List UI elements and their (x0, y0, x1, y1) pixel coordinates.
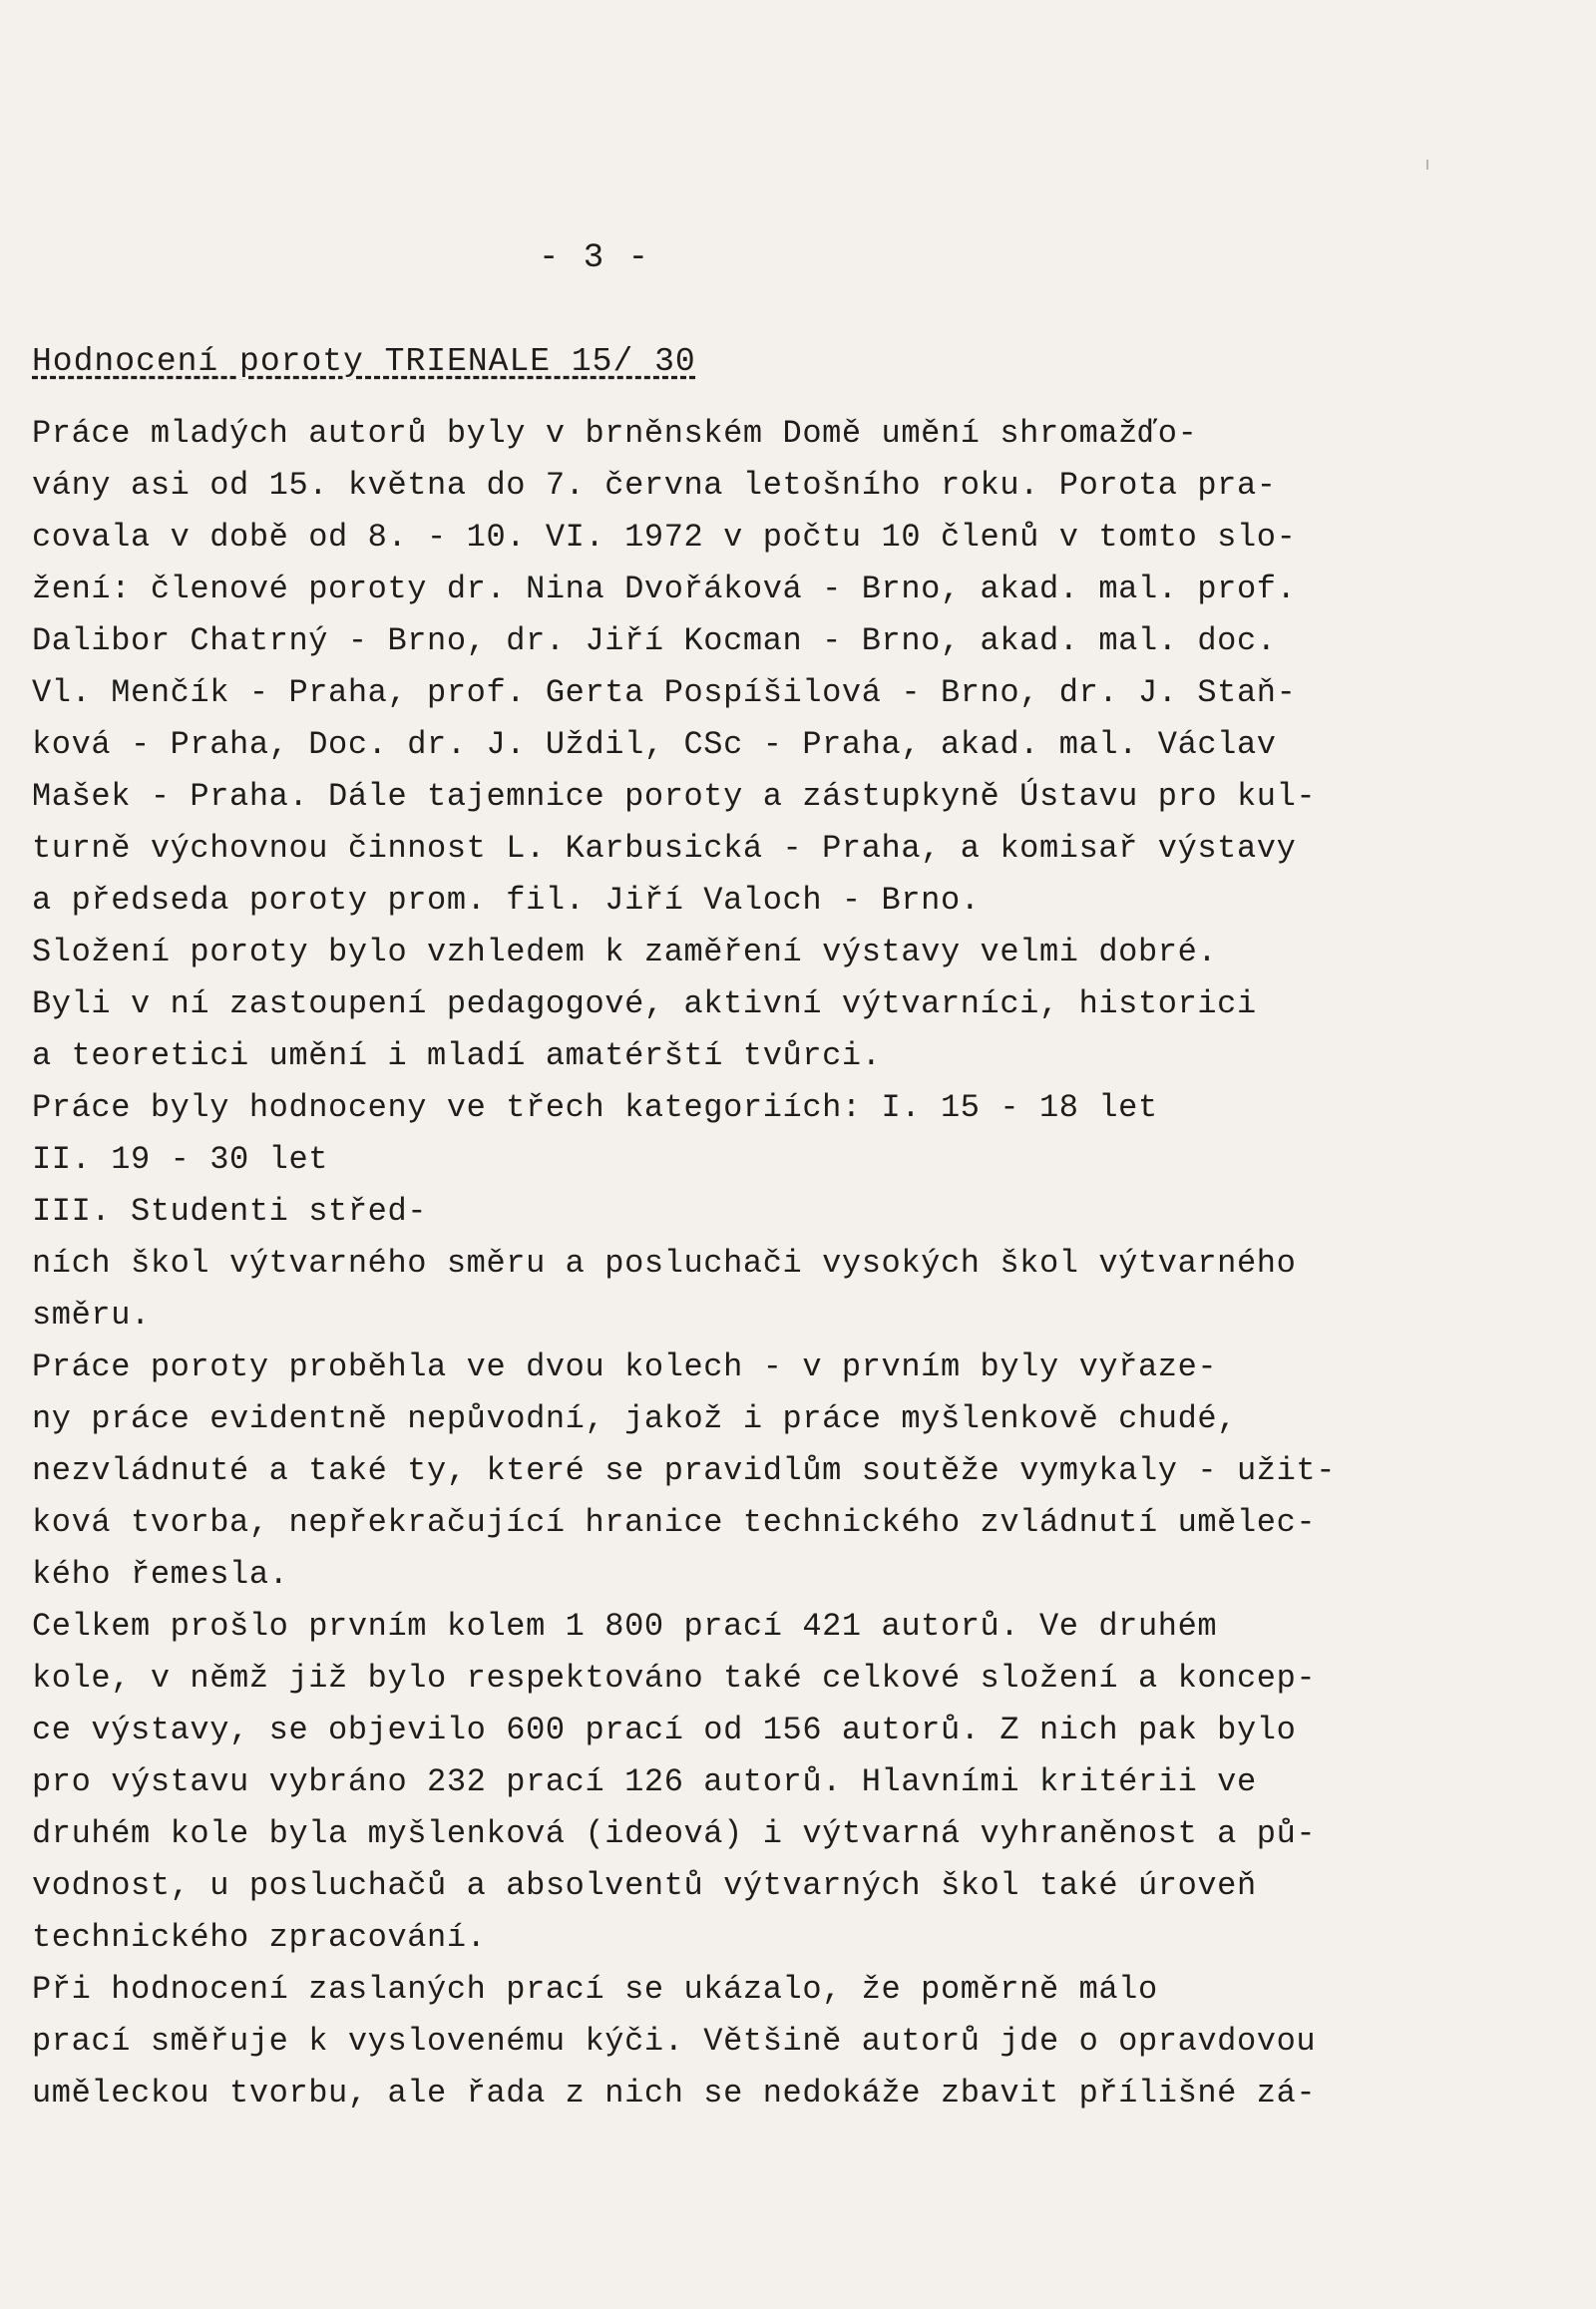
text-line: III. Studenti střed- (32, 1193, 428, 1230)
text-line: ce výstavy, se objevilo 600 prací od 156 autorů. Z nich pak bylo (32, 1712, 1297, 1748)
text-line: žení: členové poroty dr. Nina Dvořáková - Brno, akad. mal. prof. (32, 571, 1297, 607)
text-line: technického zpracování. (32, 1919, 487, 1956)
text-line: Celkem prošlo prvním kolem 1 800 prací 421 autorů. Ve druhém (32, 1608, 1218, 1645)
text-line: uměleckou tvorbu, ale řada z nich se nedokáže zbavit přílišné zá- (32, 2075, 1317, 2112)
text-line: kole, v němž již bylo respektováno také celkové složení a koncep- (32, 1660, 1317, 1697)
text-line: Dalibor Chatrný - Brno, dr. Jiří Kocman - Brno, akad. mal. doc. (32, 622, 1277, 659)
text-line: ních škol výtvarného směru a posluchači vysokých škol výtvarného (32, 1245, 1297, 1282)
text-line: II. 19 - 30 let (32, 1141, 329, 1178)
text-line: nezvládnuté a také ty, které se pravidlům soutěže vymykaly - užit- (32, 1452, 1337, 1489)
text-line: Práce mladých autorů byly v brněnském Domě umění shromažďo- (32, 415, 1198, 452)
page-heading: Hodnocení poroty TRIENALE 15/ 30 (32, 343, 696, 380)
text-line: ková - Praha, Doc. dr. J. Uždil, CSc - Praha, akad. mal. Václav (32, 726, 1277, 763)
text-line: a předseda poroty prom. fil. Jiří Valoch - Brno. (32, 882, 981, 919)
text-line: kého řemesla. (32, 1556, 289, 1593)
text-line: prací směřuje k vyslovenému kýči. Většině autorů jde o opravdovou (32, 2023, 1317, 2060)
text-line: turně výchovnou činnost L. Karbusická - Praha, a komisař výstavy (32, 830, 1297, 867)
text-line: Vl. Menčík - Praha, prof. Gerta Pospíšilová - Brno, dr. J. Staň- (32, 674, 1297, 711)
text-line: vodnost, u posluchačů a absolventů výtvarných škol také úroveň (32, 1867, 1257, 1904)
text-line: pro výstavu vybráno 232 prací 126 autorů. Hlavními kritérii ve (32, 1763, 1257, 1800)
text-line: Práce byly hodnoceny ve třech kategoriích: I. 15 - 18 let (32, 1089, 1158, 1126)
text-line: covala v době od 8. - 10. VI. 1972 v počtu 10 členů v tomto slo- (32, 519, 1297, 556)
text-line: Byli v ní zastoupení pedagogové, aktivní výtvarníci, historici (32, 985, 1257, 1022)
text-line: Práce poroty proběhla ve dvou kolech - v prvním byly vyřaze- (32, 1348, 1218, 1385)
paper-mark (1426, 160, 1428, 170)
text-line: Při hodnocení zaslaných prací se ukázalo, že poměrně málo (32, 1971, 1158, 2008)
text-line: ny práce evidentně nepůvodní, jakož i práce myšlenkově chudé, (32, 1400, 1237, 1437)
text-line: druhém kole byla myšlenková (ideová) i výtvarná vyhraněnost a pů- (32, 1815, 1317, 1852)
text-line: a teoretici umění i mladí amatérští tvůrci. (32, 1037, 882, 1074)
text-line: Složení poroty bylo vzhledem k zaměření výstavy velmi dobré. (32, 934, 1218, 970)
text-line: vány asi od 15. května do 7. června letošního roku. Porota pra- (32, 467, 1277, 504)
text-line: směru. (32, 1297, 151, 1334)
text-line: ková tvorba, nepřekračující hranice technického zvládnutí umělec- (32, 1504, 1317, 1541)
page-number: - 3 - (539, 239, 651, 277)
text-line: Mašek - Praha. Dále tajemnice poroty a zástupkyně Ústavu pro kul- (32, 778, 1317, 815)
